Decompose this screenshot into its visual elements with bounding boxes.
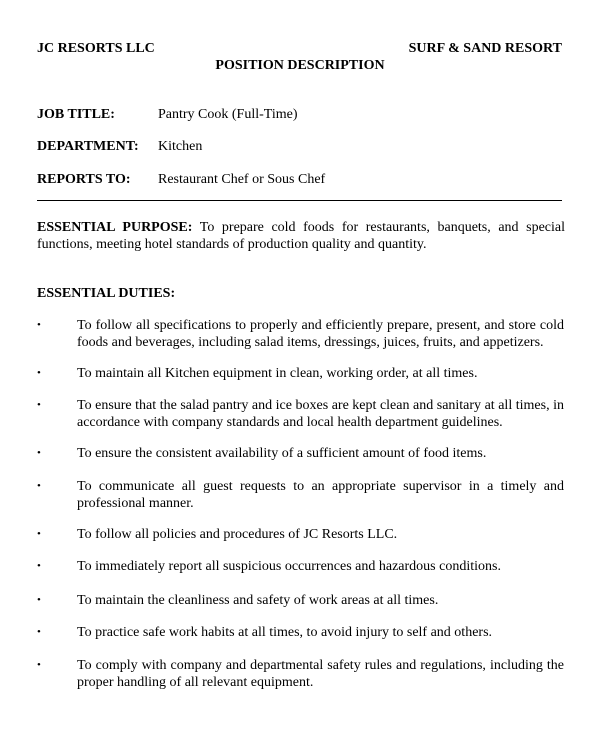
bullet-icon: • bbox=[37, 319, 41, 331]
bullet-icon: • bbox=[37, 626, 41, 638]
duty-text: To ensure that the salad pantry and ice boxes are kept clean and sanitary at all times, in accordance with company standards and local health department guidelines. bbox=[77, 398, 564, 430]
duty-text: To practice safe work habits at all times, to avoid injury to self and others. bbox=[77, 625, 493, 640]
duty-text: To communicate all guest requests to an appropriate supervisor in a timely and professional manner. bbox=[77, 479, 564, 511]
bullet-icon: • bbox=[37, 659, 41, 671]
bullet-icon: • bbox=[37, 399, 41, 411]
section-divider bbox=[37, 200, 562, 201]
bullet-icon: • bbox=[37, 367, 41, 379]
essential-purpose bbox=[37, 219, 565, 253]
bullet-icon: • bbox=[37, 480, 41, 492]
bullet-icon: • bbox=[37, 447, 41, 459]
bullet-icon: • bbox=[37, 560, 41, 572]
document-title: POSITION DESCRIPTION bbox=[215, 58, 385, 73]
reports-to-value: Restaurant Chef or Sous Chef bbox=[158, 172, 326, 187]
essential-purpose-label: ESSENTIAL PURPOSE: bbox=[37, 220, 193, 235]
duty-text: To ensure the consistent availability of a sufficient amount of food items. bbox=[77, 446, 487, 461]
duty-text: To maintain the cleanliness and safety of work areas at all times. bbox=[77, 593, 439, 608]
reports-to-label: REPORTS TO: bbox=[37, 172, 131, 187]
essential-purpose-text: To prepare cold foods for restaurants, banquets, and special functions, meeting hotel standards of production quality and quantity. bbox=[37, 220, 565, 252]
duty-text: To immediately report all suspicious occurrences and hazardous conditions. bbox=[77, 559, 501, 574]
department-value: Kitchen bbox=[158, 139, 203, 154]
job-title-value: Pantry Cook (Full-Time) bbox=[158, 107, 298, 122]
essential-duties-heading: ESSENTIAL DUTIES: bbox=[37, 286, 176, 301]
resort-name: SURF & SAND RESORT bbox=[408, 41, 562, 56]
duty-text: To comply with company and departmental safety rules and regulations, including the proper handling of all relevant equipment. bbox=[77, 658, 564, 690]
job-title-label: JOB TITLE: bbox=[37, 107, 115, 122]
bullet-icon: • bbox=[37, 528, 41, 540]
department-label: DEPARTMENT: bbox=[37, 139, 139, 154]
duty-text: To follow all policies and procedures of JC Resorts LLC. bbox=[77, 527, 398, 542]
company-name: JC RESORTS LLC bbox=[37, 41, 155, 56]
duty-text: To maintain all Kitchen equipment in clean, working order, at all times. bbox=[77, 366, 478, 381]
duty-text: To follow all specifications to properly and efficiently prepare, present, and store cold foods and beverages, including salad items, dressings, juices, fruits, and appetizers. bbox=[77, 318, 564, 350]
bullet-icon: • bbox=[37, 594, 41, 606]
